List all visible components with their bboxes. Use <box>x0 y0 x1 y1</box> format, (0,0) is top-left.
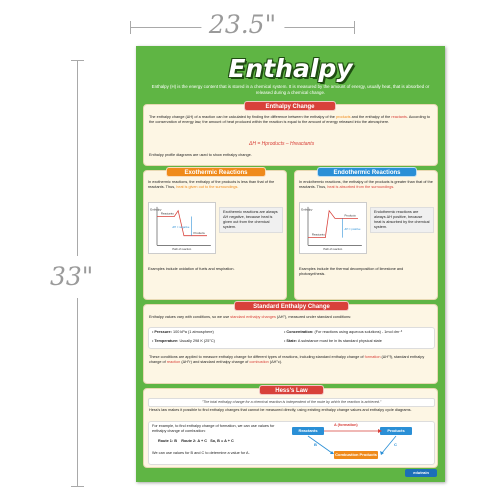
height-dimension <box>50 60 98 487</box>
hess-a-label: A (formation) <box>334 423 358 427</box>
exo-products-label: Products <box>193 230 205 235</box>
standard-intro <box>149 315 434 320</box>
enthalpy-profile-note: Enthalpy profile diagrams are used to show enthalpy change. <box>149 153 252 157</box>
standard-types <box>149 355 434 365</box>
standard-text-c: These conditions are applied to measure enthalpy change for different types of reactions, including standard enthalpy change of <box>149 355 364 359</box>
endothermic-highlight: heat is absorbed from the surroundings. <box>327 185 395 189</box>
endothermic-intro <box>299 180 435 190</box>
endothermic-heading: Endothermic Reactions <box>317 167 417 177</box>
endothermic-graph-svg <box>300 203 366 253</box>
endothermic-graph <box>299 202 367 254</box>
exothermic-heading: Exothermic Reactions <box>166 167 266 177</box>
condition-concentration-label: Concentration: <box>286 330 314 334</box>
hess-c-label: C <box>394 442 397 447</box>
standard-text-a: Enthalpy values vary with conditions, so we use <box>149 315 230 319</box>
height-dimension-cap-bottom <box>71 486 84 487</box>
exothermic-examples: Examples include oxidation of fuels and respiration. <box>148 267 235 271</box>
enthalpy-change-text-a: The enthalpy change (ΔH) of a reaction can be calculated by finding the difference between the enthalpy of the <box>149 115 335 119</box>
hess-arrows <box>284 423 434 463</box>
exothermic-graph-svg <box>149 203 215 253</box>
exothermic-intro <box>148 180 284 190</box>
hess-example: For example, to find enthalpy change of formation, we can use values for enthalpy change of combustion: <box>152 424 275 433</box>
width-dimension-label: 23.5" <box>201 10 284 40</box>
combustion-term: combustion <box>249 360 269 364</box>
exothermic-highlight: heat is given out to the surroundings. <box>176 185 239 189</box>
exo-callout-b: ΔH negative, <box>223 215 245 219</box>
exo-x-label: Path of reaction <box>172 248 192 252</box>
standard-text-d: (ΔH°f), standard enthalpy change of <box>149 355 425 364</box>
endo-callout-e: by the chemical system. <box>374 220 430 229</box>
endothermic-examples: Examples include the thermal decomposition of limestone and photosynthesis. <box>299 267 404 276</box>
endothermic-callout <box>370 207 434 233</box>
endo-callout-d: heat is absorbed <box>374 220 403 224</box>
exo-reactants-label: Reactants <box>160 211 174 216</box>
hess-combustion-box: Combustion Products <box>335 452 377 457</box>
hess-closing: We can use values for B and C to determine a value for A. <box>152 451 250 455</box>
enthalpy-change-text <box>149 115 434 125</box>
formation-term: formation <box>364 355 381 359</box>
hess-products-box: Products <box>380 427 412 435</box>
condition-pressure: • Pressure: 100 kPa (1 atmosphere) <box>152 330 214 334</box>
poster-intro: Enthalpy (H) is the energy content that is stored in a chemical system. It is measured by the amount of energy, usually heat, that is absorbed or released during a chemical change. <box>151 84 430 95</box>
reactants-term: reactants <box>391 115 407 119</box>
endo-x-label: Path of reaction <box>323 248 343 252</box>
height-dimension-label: 33" <box>50 256 93 298</box>
condition-state-value: A substance must be in its standard physical state <box>297 339 382 343</box>
hess-law-quote: "The total enthalpy change for a chemical reaction is independent of the route by which the reaction is achieved." <box>148 398 435 407</box>
endo-callout-c: because <box>408 215 423 219</box>
condition-state-label: State: <box>286 339 297 343</box>
width-dimension-cap-right <box>354 21 355 34</box>
width-dimension <box>130 8 355 38</box>
condition-temperature-value: Usually 298 K (25°C) <box>179 339 215 343</box>
enthalpy-formula: ΔH = Hproducts – Hreactants <box>249 141 315 147</box>
height-dimension-cap-top <box>71 60 84 61</box>
endo-callout-a: Endothermic reactions are always <box>374 210 419 219</box>
condition-pressure-label: Pressure: <box>154 330 172 334</box>
endo-delta-label: ΔH = positive <box>344 227 361 231</box>
condition-state: • State: A substance must be in its standard physical state <box>284 339 382 343</box>
poster <box>136 46 445 482</box>
hess-reactants-box: Reactants <box>292 427 324 435</box>
exothermic-callout <box>219 207 283 233</box>
exothermic-panel <box>143 170 287 300</box>
endo-reactants-label: Reactants <box>311 232 325 237</box>
standard-enthalpy-panel <box>143 304 438 384</box>
hess-route-2: Route 2: A + C <box>181 439 208 443</box>
exo-delta-label: ΔH = negative <box>172 226 190 229</box>
exo-callout-a: Exothermic reactions are always <box>223 210 278 214</box>
enthalpy-change-heading: Enthalpy Change <box>244 101 336 111</box>
standard-text-f: (ΔH°c). <box>269 360 283 364</box>
hess-law-panel <box>143 388 438 468</box>
exo-callout-e: from the chemical system. <box>223 220 270 229</box>
exothermic-graph <box>148 202 216 254</box>
enthalpy-change-text-b: and the enthalpy of the <box>351 115 391 119</box>
exo-y-label: Enthalpy <box>150 207 162 212</box>
standard-enthalpy-heading: Standard Enthalpy Change <box>234 301 349 311</box>
poster-title: Enthalpy <box>228 54 353 83</box>
enthalpy-change-text-c: . According to the conservation of energy law, the amount of heat produced within the reaction is equal to the amount of energy released into the atmosphere. <box>149 115 430 124</box>
condition-pressure-value: 100 kPa (1 atmosphere) <box>172 330 214 334</box>
enthalpy-change-panel <box>143 104 438 166</box>
standard-text-e: (ΔH°r) and standard enthalpy change of <box>181 360 249 364</box>
hess-law-text: Hess's law makes it possible to find enthalpy changes that cannot be measured directly, using existing enthalpy change values and enthalpy cycle diagrams. <box>149 408 412 412</box>
exo-callout-c: because <box>245 215 261 219</box>
standard-text-b: (ΔH°), measured under standard conditions: <box>276 315 352 319</box>
hess-equation: So, B = A + C <box>210 439 234 443</box>
hess-routes <box>158 439 278 444</box>
condition-temperature-label: Temperature: <box>154 339 179 343</box>
endo-callout-b: ΔH positive, <box>386 215 407 219</box>
condition-temperature: • Temperature: Usually 298 K (25°C) <box>152 339 215 343</box>
exo-callout-d: heat is given out <box>223 215 273 224</box>
exothermic-text-a: In exothermic reactions, the enthalpy of the products is less than that of the reactants. Thus, <box>148 180 275 189</box>
endo-y-label: Enthalpy <box>301 207 313 212</box>
width-dimension-cap-left <box>130 21 131 34</box>
hess-b-label: B <box>314 442 317 447</box>
products-term: products <box>335 115 351 119</box>
hess-route-1: Route 1: B <box>158 439 177 443</box>
reaction-term: reaction <box>166 360 181 364</box>
condition-concentration-value: (For reactions using aqueous solutions) - 1mol dm⁻³ <box>314 330 403 334</box>
edutrain-logo: edutrain <box>405 469 437 477</box>
endo-products-label: Products <box>344 213 356 218</box>
hess-law-heading: Hess's Law <box>259 385 324 395</box>
endothermic-text-a: In endothermic reactions, the enthalpy of the products is greater than that of the reactants. Thus, <box>299 180 433 189</box>
endothermic-panel <box>294 170 438 300</box>
standard-highlight: standard enthalpy changes <box>230 315 276 319</box>
condition-concentration: • Concentration: (For reactions using aqueous solutions) - 1mol dm⁻³ <box>284 330 403 334</box>
